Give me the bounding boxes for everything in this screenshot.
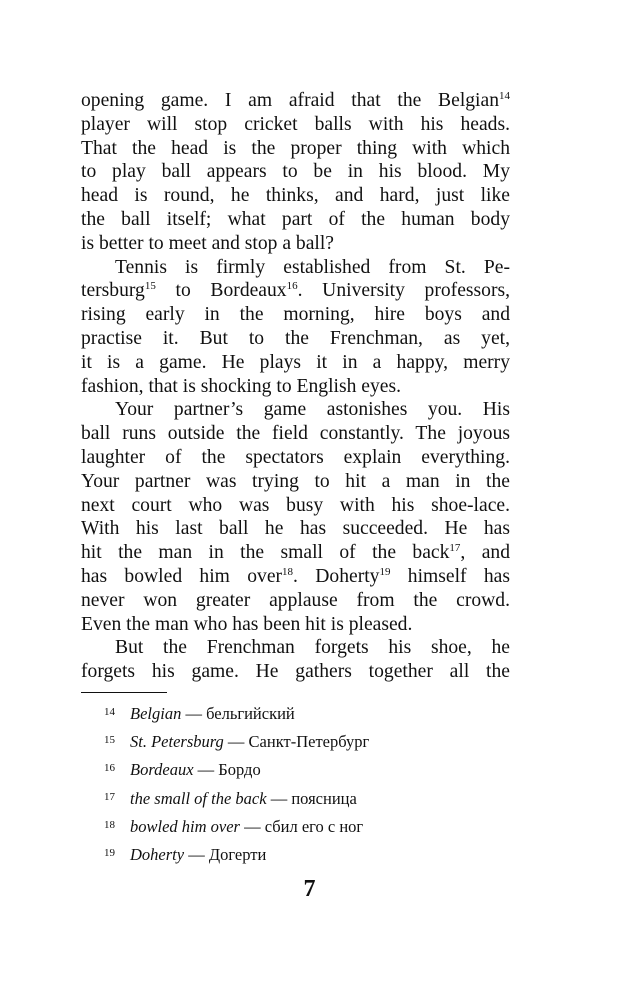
footnote-ref: 15	[144, 280, 156, 293]
text-line	[81, 184, 510, 208]
text-line	[81, 470, 510, 494]
footnote-divider	[81, 692, 167, 693]
footnote-item	[104, 840, 524, 868]
footnote-term: Bordeaux	[130, 760, 194, 780]
text-segment: But the Frenchman forgets his shoe, he	[115, 637, 510, 659]
text-segment: . University professors,	[297, 280, 510, 302]
footnote-number: 14	[104, 706, 115, 718]
text-segment: fashion, that is shocking to English eyes.	[81, 375, 401, 397]
text-segment: to play ball appears to be in his blood. My	[81, 161, 510, 183]
text-line	[81, 589, 510, 613]
text-line	[81, 494, 510, 518]
text-segment: is better to meet and stop a ball?	[81, 232, 335, 254]
text-line	[81, 232, 510, 256]
text-line	[81, 422, 510, 446]
text-line	[81, 446, 510, 470]
text-segment: That the head is the proper thing with which	[81, 137, 510, 159]
text-segment: hit the man in the small of the back	[81, 542, 450, 564]
footnote-number: 18	[104, 818, 115, 831]
text-line	[81, 160, 510, 184]
footnote-dash: —	[184, 845, 209, 865]
text-segment: it is a game. He plays it in a happy, merry	[81, 351, 510, 373]
text-line	[81, 517, 510, 541]
footnote-ref: 16	[286, 280, 298, 293]
footnote-ref: 19	[379, 565, 391, 578]
text-segment: Even the man who has been hit is pleased.	[81, 613, 413, 635]
footnote-dash: —	[181, 704, 207, 723]
text-segment: next court who was busy with his shoe-lace.	[81, 494, 510, 516]
footnote-term: Belgian	[130, 704, 182, 723]
text-line	[81, 565, 510, 589]
footnote-number: 15	[104, 734, 115, 747]
text-line	[81, 208, 510, 232]
footnote-dash: —	[239, 816, 265, 836]
text-segment: practise it. But to the Frenchman, as yet,	[81, 327, 510, 349]
text-segment: , and	[460, 542, 510, 564]
text-segment: With his last ball he has succeeded. He has	[81, 518, 510, 540]
text-segment: opening game. I am afraid that the Belgian	[81, 90, 499, 111]
text-line	[81, 137, 510, 161]
footnote-number: 17	[104, 790, 115, 803]
footnotes	[104, 699, 524, 868]
text-line	[81, 351, 510, 375]
text-segment: ball runs outside the field constantly. The joyous	[81, 423, 510, 445]
footnote-dash: —	[223, 732, 249, 752]
footnote-dash: —	[193, 760, 219, 780]
text-line	[81, 256, 510, 280]
footnote-item	[104, 727, 524, 755]
footnote-translation: поясница	[291, 788, 357, 808]
footnote-number: 19	[104, 847, 115, 860]
text-segment: forgets his game. He gathers together all the	[81, 661, 510, 683]
main-text	[81, 89, 510, 684]
text-line	[81, 660, 510, 684]
text-segment: has bowled him over	[81, 565, 283, 587]
footnote-item	[104, 699, 524, 727]
text-line	[81, 636, 510, 660]
footnote-term: St. Petersburg	[130, 732, 224, 752]
text-segment: rising early in the morning, hire boys and	[81, 304, 510, 326]
footnote-number: 16	[104, 762, 115, 775]
footnote-term: Doherty	[130, 845, 185, 865]
text-segment: himself has	[390, 565, 510, 587]
text-segment: the ball itself; what part of the human body	[81, 208, 510, 230]
text-line	[81, 398, 510, 422]
text-segment: Tennis is firmly established from St. Pe-	[115, 256, 510, 278]
footnote-dash: —	[266, 788, 292, 808]
text-line	[81, 541, 510, 565]
footnote-translation: Санкт-Петербург	[248, 732, 370, 752]
text-line	[81, 279, 510, 303]
footnote-ref: 17	[449, 542, 461, 555]
text-segment: . Doherty	[293, 565, 380, 587]
footnote-term: bowled him over	[130, 816, 240, 836]
footnote-term: the small of the back	[130, 788, 267, 808]
text-segment: player will stop cricket balls with his heads.	[81, 113, 510, 135]
text-line	[81, 89, 510, 113]
text-segment: never won greater applause from the crowd.	[81, 589, 510, 611]
page-number: 7	[303, 876, 316, 902]
text-segment: tersburg	[81, 280, 145, 302]
footnote-translation: бельгийский	[206, 704, 295, 723]
text-line	[81, 613, 510, 637]
footnote-ref: 18	[282, 565, 294, 578]
text-line	[81, 375, 510, 399]
footnote-item	[104, 812, 524, 840]
text-segment: to Bordeaux	[155, 280, 287, 302]
footnote-item	[104, 755, 524, 783]
text-segment: Your partner’s game astonishes you. His	[115, 399, 510, 421]
text-line	[81, 303, 510, 327]
text-segment: head is round, he thinks, and hard, just like	[81, 185, 510, 207]
footnote-translation: сбил его с ног	[264, 816, 364, 836]
text-line	[81, 113, 510, 137]
text-segment: Your partner was trying to hit a man in the	[81, 470, 510, 492]
footnote-item	[104, 784, 524, 812]
text-segment: laughter of the spectators explain everything.	[81, 446, 510, 468]
footnote-ref: 14	[499, 90, 510, 102]
footnote-translation: Догерти	[208, 845, 267, 865]
text-line	[81, 327, 510, 351]
footnote-translation: Бордо	[218, 760, 261, 780]
